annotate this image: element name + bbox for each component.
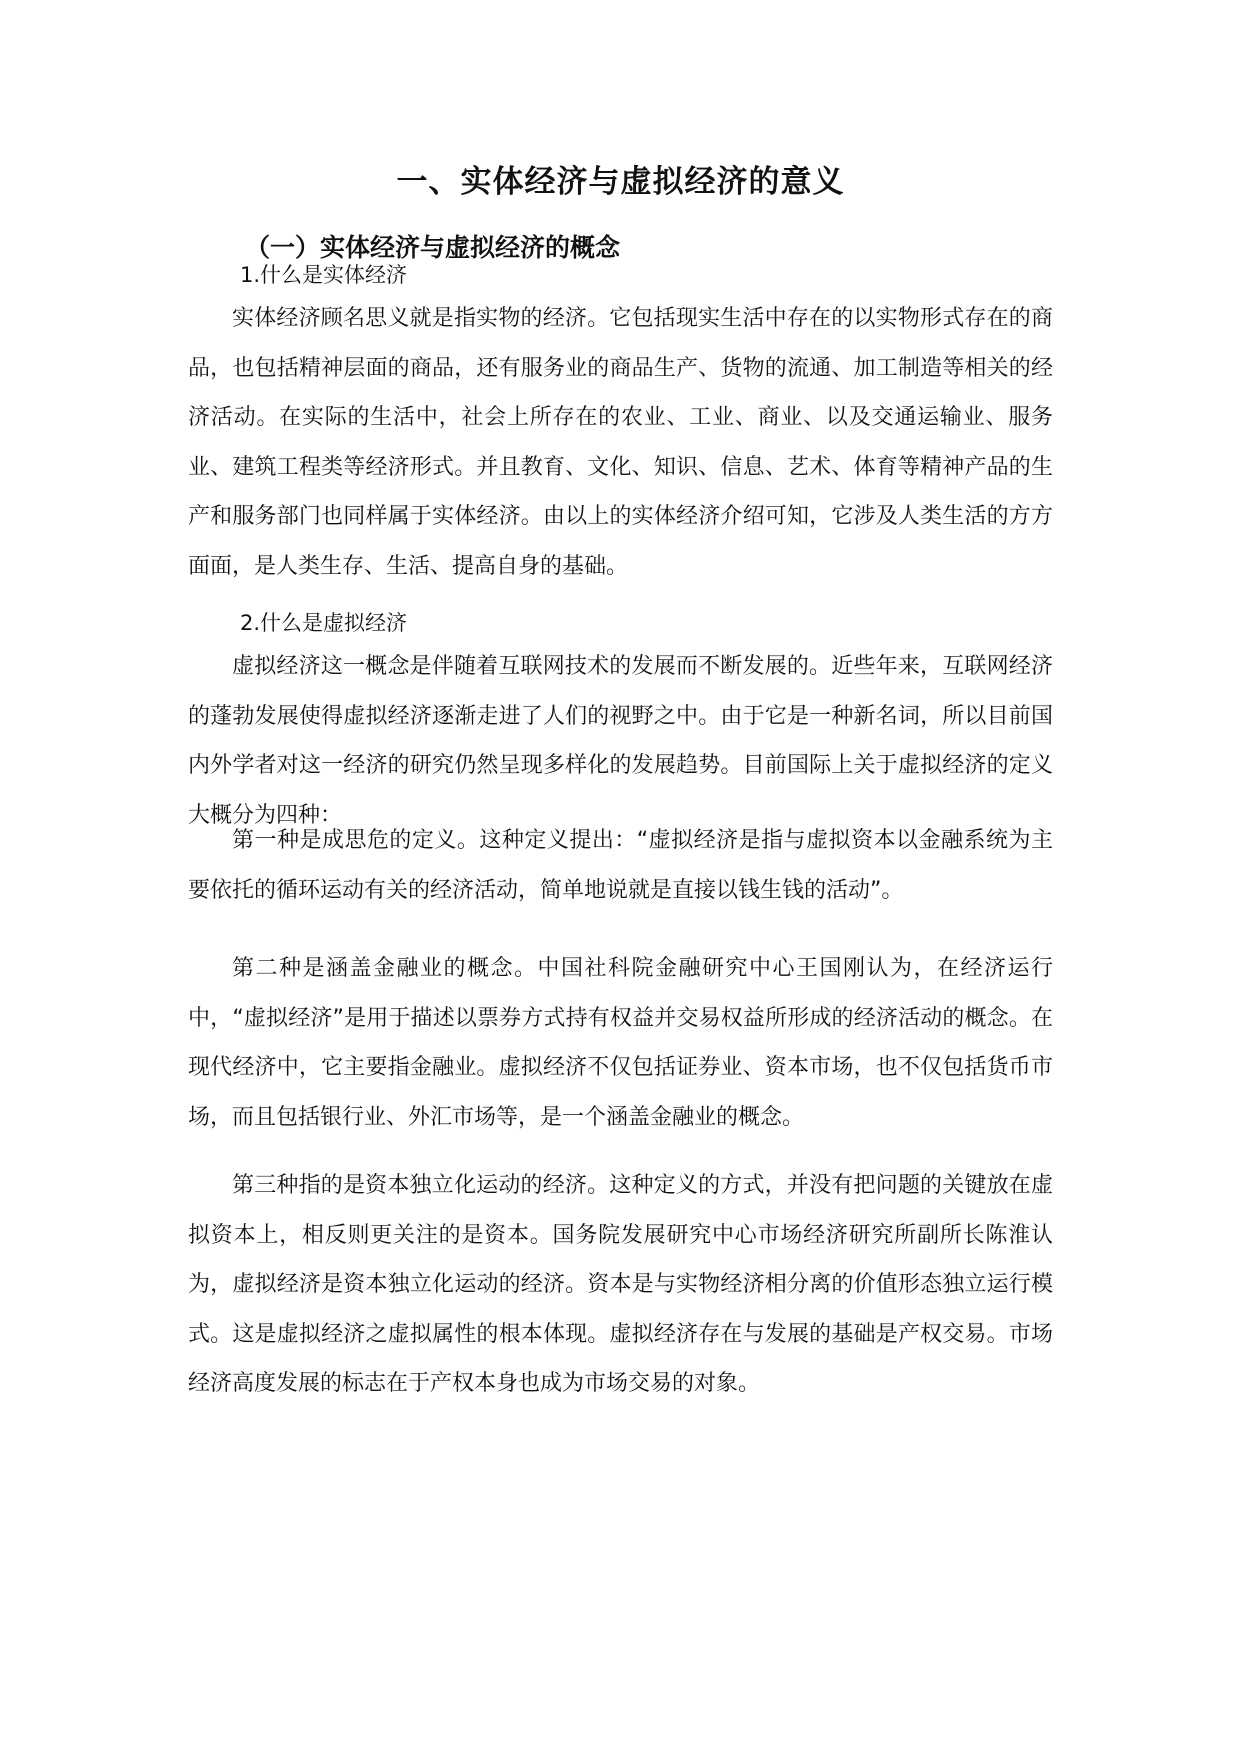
paragraph-definition-2: 第二种是涵盖金融业的概念。中国社科院金融研究中心王国刚认为，在经济运行中，“虚拟经济”是用于描述以票券方式持有权益并交易权益所形成的经济活动的概念。在现代经济中，它主要指金融业。虚拟经济不仅包括证券业、资本市场，也不仅包括货币市场，而且包括银行业、外汇市场等，是一个涵盖金融业的概念。 — [188, 956, 1053, 1130]
paragraph-definition-3: 第三种指的是资本独立化运动的经济。这种定义的方式，并没有把问题的关键放在虚拟资本上，相反则更关注的是资本。国务院发展研究中心市场经济研究所副所长陈淮认为，虚拟经济是资本独立化运动的经济。资本是与实物经济相分离的价值形态独立运行模式。这是虚拟经济之虚拟属性的根本体现。虚拟经济存在与发展的基础是产权交易。市场经济高度发展的标志在于产权本身也成为市场交易的对象。 — [188, 1173, 1053, 1396]
subsection-heading-2: 2.什么是虚拟经济 — [240, 611, 408, 635]
paragraph-virtual-economy-intro: 虚拟经济这一概念是伴随着互联网技术的发展而不断发展的。近些年来，互联网经济的蓬勃发展使得虚拟经济逐渐走进了人们的视野之中。由于它是一种新名词，所以目前国内外学者对这一经济的研究仍然呈现多样化的发展趋势。目前国际上关于虚拟经济的定义大概分为四种： — [188, 654, 1053, 828]
paragraph-real-economy: 实体经济顾名思义就是指实物的经济。它包括现实生活中存在的以实物形式存在的商品，也包括精神层面的商品，还有服务业的商品生产、货物的流通、加工制造等相关的经济活动。在实际的生活中，社会上所存在的农业、工业、商业、以及交通运输业、服务业、建筑工程类等经济形式。并且教育、文化、知识、信息、艺术、体育等精神产品的生产和服务部门也同样属于实体经济。由以上的实体经济介绍可知，它涉及人类生活的方方面面，是人类生存、生活、提高自身的基础。 — [188, 306, 1053, 579]
section-heading: （一）实体经济与虚拟经济的概念 — [245, 233, 621, 262]
paragraph-definition-1: 第一种是成思危的定义。这种定义提出：“虚拟经济是指与虚拟资本以金融系统为主要依托的循环运动有关的经济活动，简单地说就是直接以钱生钱的活动”。 — [188, 828, 1053, 903]
chapter-heading: 一、实体经济与虚拟经济的意义 — [396, 164, 845, 200]
subsection-heading-1: 1.什么是实体经济 — [240, 263, 408, 287]
